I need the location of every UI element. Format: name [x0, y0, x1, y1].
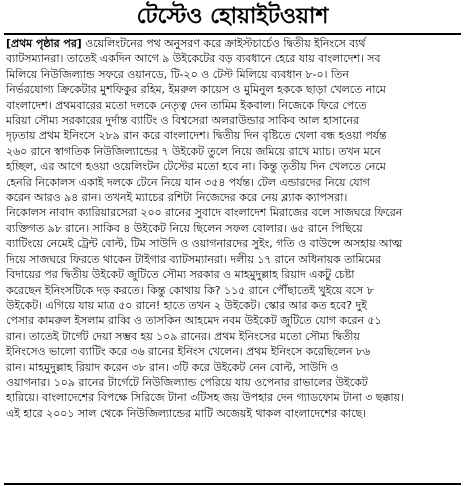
- article-line: দিয়ে সাজঘরে ফিরতে থাকেন টাইগার ব্যাটসম্যানরা। দলীয় ১৭ রানে অধিনায়ক তামিমের: [6, 252, 382, 266]
- article-line: করেন আরও ৯৪ রান। তখনই ম্যাচের রশিটা নিজেদের করে নেয় ব্ল্যাক ক্যাপসরা।: [6, 191, 348, 205]
- article-line: হচ্ছিল, এর আগে হওয়া ওয়েলিংটন টেস্টের মতো হবে না। কিন্তু তৃতীয় দিন খেলতে নেমে: [6, 160, 386, 174]
- article-line: ইনিংসেও ভালো ব্যাটিং করে ৩৬ রানের ইনিংস খেলেন। প্রথম ইনিংসে করেছিলেন ৮৬: [6, 345, 371, 359]
- bottom-rule: [4, 483, 461, 485]
- article-line: ব্যাটিংয়ে নেমেই ট্রেন্ট বোল্ট, টিম সাউদি ও ওয়াগনারদের সুইং, গতি ও বাউন্সে অসহায় আত্ম: [6, 237, 403, 251]
- article-line: হারিয়ে। বাংলাদেশের বিপক্ষে সিরিজে টানা ৩টিসহ জয় উপহার দেন গ্যাডফোম টানা ৩ ছক্কায়।: [6, 391, 404, 405]
- article-line: উইকেট। এগিয়ে যায় মাত্র ৫০ রানে! হাতে তখন ২ উইকেট। স্কোর আর কত হবে? দুই: [6, 298, 367, 312]
- article-line: এই হারে ২০০১ সাল থেকে নিউজিল্যান্ডের মাটি অজেয়ই থাকল বাংলাদেশের কাছে।: [6, 406, 367, 420]
- article-line: নির্ভরযোগ্য ক্রিকেটার মুশফিকুর রহিম, ইমরুল কায়েস ও মুমিনুল হককে ছাড়া খেলতে নামে: [6, 83, 386, 97]
- article-body: [6, 36, 459, 482]
- article-line: দৃঢ়তায় প্রথম ইনিংসে ২৮৯ রান করে বাংলাদেশ। দ্বিতীয় দিন বৃষ্টিতে খেলা বন্ধ হওয়া পর্যন্ত: [6, 129, 387, 143]
- article-line: হেনরি নিকোলস একাই দলকে টেনে নিয়ে যান ৩৫৪ পর্যন্ত। টেল এন্ডারদের নিয়ে যোগ: [6, 175, 370, 189]
- article-line: মরিয়া সৌম্য সরকারের দুর্দান্ত ব্যাটিং ও বিশ্বসেরা অলরাউন্ডার সাকিব আল হাসানের: [6, 114, 360, 128]
- article-headline: টেস্টেও হোয়াইটওয়াশ: [136, 4, 329, 29]
- article-line: বিদায়ের পর দ্বিতীয় উইকেট জুটিতে সৌম্য সরকার ও মাহমুদুল্লাহ রিয়াদ একটু চেষ্টা: [6, 268, 355, 282]
- article-line: [প্রথম পৃষ্ঠার পর] ওয়েলিংটনের পথ অনুসরণ করে ক্রাইস্টচার্চেও দ্বিতীয় ইনিংসে ব্যর্থ: [6, 37, 366, 50]
- article-line: রান। তাতেই টার্গেট দেয়া সম্ভব হয় ১০৯ রানের। প্রথম ইনিংসের মতো সৌম্য দ্বিতীয়: [6, 329, 360, 343]
- article-line: ব্যক্তিগত ৯৮ রানে। সাকিব ৪ উইকেট নিয়ে ছিলেন সফল বোলার। ৬৫ রানে পিছিয়ে: [6, 221, 363, 235]
- article-line: ২৬০ রানে স্বাগতিক নিউজিল্যান্ডের ৭ উইকেট তুলে নিয়ে জমিয়ে রাখে ম্যাচ। তখন মনে: [6, 144, 381, 158]
- headline-rule: [4, 33, 461, 35]
- article-line: ওয়াগনার। ১০৯ রানের টার্গেটে নিউজিল্যান্ড পেরিয়ে যায় ওপেনার রাভালের উইকেট: [6, 375, 368, 389]
- article-line: নিকোলস নাবাদ ক্যারিয়ারসেরা ২০০ রানের সুবাদে বাংলাদেশ মিরাজের বলে সাজঘরে ফিরেন: [6, 206, 403, 220]
- article-line: করেছেন ইনিংসটিকে দড় করতে। কিন্তু কোথায় কি? ১১৫ রানে পৌঁছাতেই খুইয়ে বসে ৮: [6, 283, 374, 297]
- continued-from-label: [প্রথম পৃষ্ঠার পর]: [6, 37, 82, 50]
- article-line: রান। মাহমুদুল্লাহ রিয়াদ করেন ৩৮ রান। ৩টি করে উইকেট নেন বোল্ট, সাউদি ও: [6, 360, 339, 374]
- article-line: মিলিয়ে নিউজিল্যান্ড সফরে ওয়ানডে, টি-২০ ও টেস্ট মিলিয়ে ব্যবধান ৮-০। তিন: [6, 67, 349, 81]
- article-line: ব্যাটসম্যানরা। তাতেই একদিন আগে ৯ উইকেটের বড় ব্যবধানে হেরে যায় বাংলাদেশ। সব: [6, 52, 381, 66]
- article-line: পেসার কামরুল ইসলাম রাব্বি ও তাসকিন আহমেদ নবম উইকেট জুটিতে যোগ করেন ৫১: [6, 314, 382, 328]
- article-line: বাংলাদেশ। প্রথমবারের মতো দলকে নেতৃত্ব দেন তামিম ইকবাল। নিজেকে ফিরে পেতে: [6, 98, 367, 112]
